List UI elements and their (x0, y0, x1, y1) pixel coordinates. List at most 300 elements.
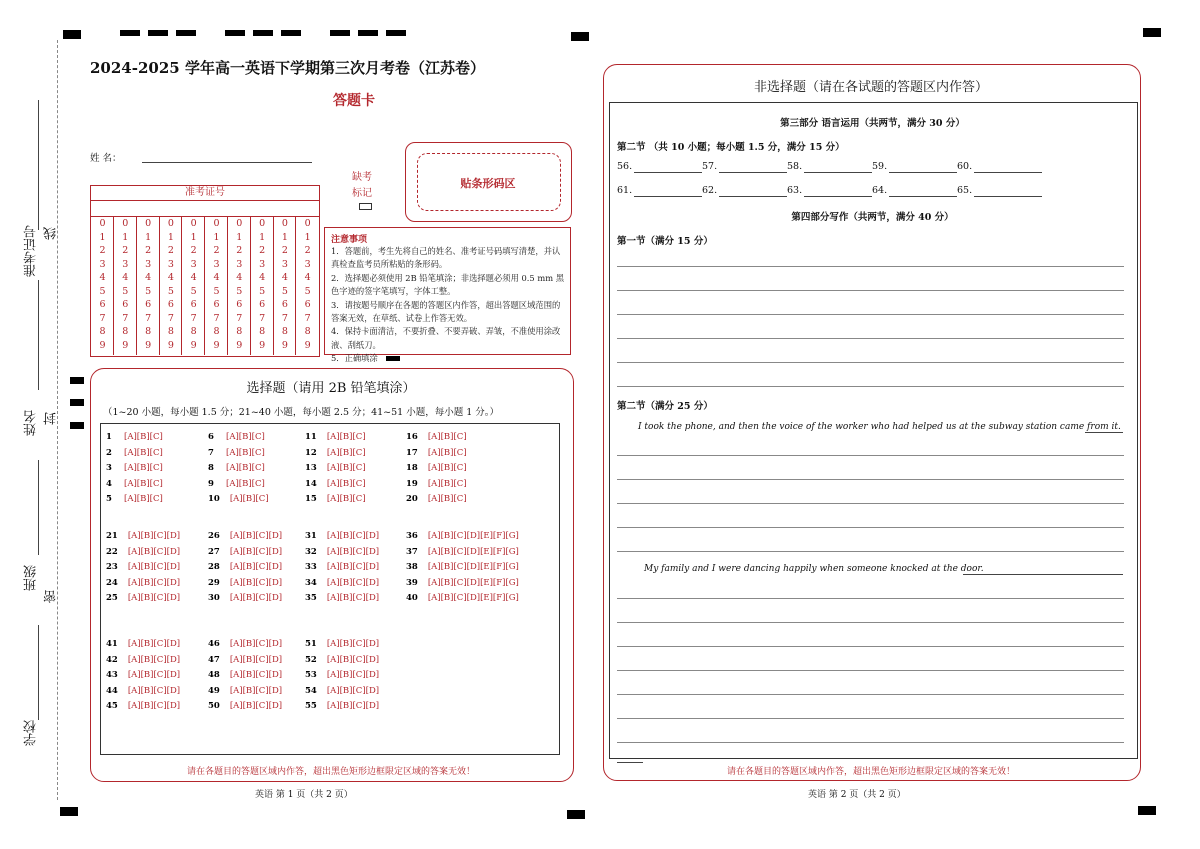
answer-options[interactable]: [A][B][C][D] (229, 593, 283, 603)
blank-line[interactable] (889, 161, 957, 173)
answer-options[interactable]: [A][B][C][D] (326, 670, 380, 680)
answer-options[interactable]: [A][B][C][D] (326, 654, 380, 665)
registration-mark (386, 30, 406, 36)
blank-item[interactable] (617, 161, 702, 173)
question-row[interactable] (106, 492, 163, 508)
exam-digit-option[interactable]: 3 (122, 258, 129, 270)
exam-digit-option[interactable]: 7 (167, 312, 174, 324)
registration-mark (567, 810, 585, 819)
exam-digit-option[interactable]: 6 (145, 299, 152, 310)
writing-line[interactable] (617, 266, 1124, 267)
writing-line[interactable] (617, 598, 1124, 599)
answer-options[interactable]: [A][B][C][D] (326, 577, 380, 588)
exam-digit-option[interactable]: 4 (213, 272, 220, 283)
exam-digit-option[interactable]: 6 (167, 299, 174, 310)
exam-digit-option[interactable]: 6 (236, 299, 243, 310)
nonchoice-title: 非选择题（请在各试题的答题区内作答） (753, 80, 988, 95)
writing-line[interactable] (617, 622, 1124, 623)
exam-digit-option[interactable]: 0 (281, 218, 288, 229)
part4-heading: 第四部分写作（共两节，满分 40 分） (791, 212, 954, 223)
answer-options[interactable]: [A][B][C][D] (127, 639, 181, 649)
exam-digit-option[interactable]: 2 (99, 245, 106, 256)
answer-options[interactable]: [A][B][C][D] (229, 562, 283, 572)
exam-digit-option[interactable]: 0 (145, 218, 152, 229)
question-row[interactable] (208, 461, 265, 477)
exam-digit-option[interactable]: 1 (190, 231, 197, 243)
exam-digit-option[interactable]: 9 (190, 339, 197, 351)
blank-number: 59. (872, 161, 888, 172)
exam-digit-column[interactable] (138, 217, 160, 355)
question-row[interactable] (106, 461, 163, 477)
exam-digit-option[interactable]: 6 (122, 299, 129, 310)
exam-digit-option[interactable]: 9 (304, 339, 311, 351)
question-row[interactable] (106, 653, 180, 669)
registration-mark (63, 30, 81, 39)
blank-number: 64. (872, 185, 888, 196)
question-row[interactable] (406, 529, 519, 545)
question-row[interactable] (305, 653, 379, 669)
blank-item[interactable] (702, 185, 787, 197)
exam-digit-option[interactable]: 1 (259, 231, 266, 243)
answer-options[interactable]: [A][B][C] (326, 494, 366, 504)
writing-line[interactable] (617, 670, 1124, 671)
blank-line[interactable] (634, 185, 702, 197)
question-row[interactable] (305, 529, 379, 545)
exam-digit-option[interactable]: 6 (213, 299, 220, 310)
exam-digit-option[interactable]: 1 (99, 231, 106, 243)
exam-digit-option[interactable]: 3 (236, 258, 243, 270)
exam-digit-option[interactable]: 8 (122, 326, 129, 337)
question-row[interactable] (208, 576, 282, 592)
question-row[interactable] (305, 446, 366, 462)
question-row[interactable] (406, 560, 519, 576)
exam-digit-option[interactable]: 0 (259, 218, 266, 229)
exam-digit-option[interactable]: 0 (99, 218, 106, 229)
exam-digit-option[interactable]: 4 (259, 272, 266, 283)
exam-digit-option[interactable]: 2 (145, 245, 152, 256)
answer-options[interactable]: [A][B][C][D] (127, 577, 181, 588)
question-row[interactable] (208, 699, 282, 715)
exam-digit-option[interactable]: 4 (304, 272, 311, 283)
question-row[interactable] (305, 430, 366, 446)
exam-digit-column[interactable] (274, 217, 296, 355)
writing-line[interactable] (617, 338, 1124, 339)
blank-item[interactable] (617, 185, 702, 197)
answer-options[interactable]: [A][B][C] (226, 478, 265, 489)
question-row[interactable] (208, 529, 282, 545)
answer-options[interactable]: [A][B][C][D] (127, 701, 181, 711)
registration-mark (176, 30, 196, 36)
exam-digit-option[interactable]: 5 (304, 285, 311, 297)
answer-options[interactable]: [A][B][C][D] (229, 531, 283, 541)
exam-digit-option[interactable]: 0 (236, 218, 243, 229)
writing-line[interactable] (617, 527, 1124, 528)
exam-digit-option[interactable]: 2 (122, 245, 129, 256)
exam-digit-option[interactable]: 3 (145, 258, 152, 270)
question-row[interactable] (305, 699, 379, 715)
question-row[interactable] (208, 492, 269, 508)
answer-options[interactable]: [A][B][C] (124, 478, 163, 489)
exam-digit-option[interactable]: 2 (304, 245, 311, 256)
question-row[interactable] (305, 461, 366, 477)
question-row[interactable] (406, 430, 467, 446)
continuation-para1: I took the phone, and then the voice of the worker who had helped us at the subway station came from it. (638, 422, 1121, 432)
question-row[interactable] (406, 591, 519, 607)
question-row[interactable] (208, 653, 282, 669)
question-row[interactable] (106, 576, 180, 592)
exam-digit-option[interactable]: 4 (145, 272, 152, 283)
answer-options[interactable]: [A][B][C] (124, 463, 163, 473)
blank-number: 58. (787, 161, 803, 172)
exam-digit-option[interactable]: 4 (236, 272, 243, 283)
question-row[interactable] (305, 668, 379, 684)
exam-digit-option[interactable]: 1 (167, 231, 174, 243)
question-number: 51 (305, 639, 317, 649)
exam-digit-option[interactable]: 8 (167, 326, 174, 337)
writing-line[interactable] (617, 479, 1124, 480)
exam-digit-option[interactable]: 7 (236, 312, 243, 324)
exam-digit-option[interactable]: 6 (281, 299, 288, 310)
answer-options[interactable]: [A][B][C][D] (127, 670, 181, 680)
exam-digit-option[interactable]: 8 (236, 326, 243, 337)
question-row[interactable] (305, 477, 366, 493)
question-number: 24 (106, 577, 118, 588)
question-row[interactable] (208, 637, 282, 653)
question-row[interactable] (305, 576, 379, 592)
blank-number: 63. (787, 185, 803, 196)
blank-item[interactable] (872, 161, 957, 173)
exam-digit-option[interactable]: 5 (281, 285, 288, 297)
exam-digit-option[interactable]: 5 (190, 285, 197, 297)
writing-line[interactable] (617, 362, 1124, 363)
exam-digit-option[interactable]: 6 (190, 299, 197, 310)
exam-digit-option[interactable]: 9 (122, 339, 129, 351)
exam-digit-option[interactable]: 9 (259, 339, 266, 351)
barcode-label: 贴条形码区 (460, 177, 516, 190)
answer-options[interactable]: [A][B][C][D] (229, 701, 283, 711)
exam-digit-option[interactable]: 8 (190, 326, 197, 337)
blank-number: 62. (702, 185, 718, 196)
blank-line[interactable] (634, 161, 702, 173)
blank-line[interactable] (974, 161, 1042, 173)
answer-options[interactable]: [A][B][C][D] (229, 654, 283, 665)
answer-options[interactable]: [A][B][C][D] (229, 670, 283, 680)
question-row[interactable] (406, 461, 467, 477)
answer-options[interactable]: [A][B][C][D][E][F][G] (427, 546, 519, 557)
exam-digit-option[interactable]: 9 (213, 339, 220, 351)
exam-digit-option[interactable]: 8 (145, 326, 152, 337)
answer-options[interactable]: [A][B][C][D] (326, 593, 380, 603)
writing-line[interactable] (617, 694, 1124, 695)
exam-digit-option[interactable]: 9 (236, 339, 243, 351)
blank-item[interactable] (787, 161, 872, 173)
question-number: 52 (305, 654, 317, 665)
answer-options[interactable]: [A][B][C][D] (326, 546, 380, 557)
answer-options[interactable]: [A][B][C][D] (229, 546, 283, 557)
exam-digit-column[interactable] (92, 217, 114, 355)
exam-digit-option[interactable]: 3 (167, 258, 174, 270)
question-row[interactable] (208, 591, 282, 607)
exam-digit-option[interactable]: 0 (304, 218, 311, 229)
question-row[interactable] (208, 477, 265, 493)
question-number: 39 (406, 577, 418, 588)
para2-blank[interactable] (963, 574, 1123, 575)
question-row[interactable] (305, 684, 379, 700)
answer-options[interactable]: [A][B][C] (427, 494, 467, 504)
answer-options[interactable]: [A][B][C] (124, 494, 163, 504)
question-row[interactable] (305, 637, 379, 653)
exam-digit-option[interactable]: 7 (145, 312, 152, 324)
writing-line[interactable] (617, 742, 1124, 743)
exam-digit-option[interactable]: 1 (281, 231, 288, 243)
exam-digit-option[interactable]: 9 (281, 339, 288, 351)
answer-options[interactable]: [A][B][C][D][E][F][G] (427, 593, 519, 603)
exam-digit-option[interactable]: 0 (167, 218, 174, 229)
blank-line[interactable] (804, 161, 872, 173)
writing-line[interactable] (617, 314, 1124, 315)
exam-digit-option[interactable]: 3 (281, 258, 288, 270)
question-row[interactable] (106, 684, 180, 700)
blank-item[interactable] (702, 161, 787, 173)
registration-mark (70, 422, 84, 429)
answer-options[interactable]: [A][B][C] (124, 447, 163, 458)
exam-digit-column[interactable] (115, 217, 137, 355)
notice-box (324, 227, 571, 364)
question-row[interactable] (208, 684, 282, 700)
question-number: 36 (406, 531, 418, 541)
choice-instruction: （1~20 小题，每小题 1.5 分；21~40 小题，每小题 2.5 分；41~51 小题，每小题 1 分。） (103, 407, 500, 418)
registration-mark (571, 32, 589, 41)
exam-digit-option[interactable]: 2 (190, 245, 197, 256)
exam-digit-option[interactable]: 8 (304, 326, 311, 337)
exam-digit-option[interactable]: 5 (122, 285, 129, 297)
notice-item: 4．保持卡面清洁，不要折叠、不要弄破、弄皱，不准使用涂改液、刮纸刀。 (331, 326, 561, 350)
exam-digit-option[interactable]: 3 (213, 258, 220, 270)
answer-options[interactable]: [A][B][C][D] (326, 701, 380, 711)
exam-digit-column[interactable] (160, 217, 182, 355)
exam-digit-option[interactable]: 7 (99, 312, 106, 324)
answer-options[interactable]: [A][B][C][D] (127, 562, 181, 572)
blank-line[interactable] (889, 185, 957, 197)
name-field[interactable] (142, 162, 312, 163)
exam-digit-option[interactable]: 5 (145, 285, 152, 297)
question-row[interactable] (208, 446, 265, 462)
answer-options[interactable]: [A][B][C] (427, 463, 467, 473)
exam-digit-option[interactable]: 4 (190, 272, 197, 283)
exam-digit-option[interactable]: 8 (213, 326, 220, 337)
exam-digit-option[interactable]: 4 (167, 272, 174, 283)
exam-digit-option[interactable]: 2 (213, 245, 220, 256)
exam-digit-option[interactable]: 7 (304, 312, 311, 324)
exam-digit-option[interactable]: 6 (99, 299, 106, 310)
answer-options[interactable]: [A][B][C][D][E][F][G] (427, 531, 519, 541)
exam-digit-option[interactable]: 8 (281, 326, 288, 337)
exam-digit-option[interactable]: 0 (122, 218, 129, 229)
exam-digit-column[interactable] (183, 217, 205, 355)
question-row[interactable] (106, 430, 163, 446)
question-number: 47 (208, 654, 220, 665)
answer-options[interactable]: [A][B][C][D] (229, 685, 283, 696)
exam-digit-option[interactable]: 4 (99, 272, 106, 283)
exam-digit-option[interactable]: 5 (259, 285, 266, 297)
answer-options[interactable]: [A][B][C][D] (127, 593, 181, 603)
exam-digit-option[interactable]: 6 (259, 299, 266, 310)
exam-digit-option[interactable]: 2 (236, 245, 243, 256)
exam-digit-option[interactable]: 7 (213, 312, 220, 324)
answer-options[interactable]: [A][B][C][D] (127, 654, 181, 665)
question-row[interactable] (106, 446, 163, 462)
exam-digit-option[interactable]: 7 (259, 312, 266, 324)
question-row[interactable] (106, 668, 180, 684)
exam-digit-option[interactable]: 5 (99, 285, 106, 297)
absent-mark-box[interactable] (359, 203, 372, 210)
question-row[interactable] (208, 668, 282, 684)
blank-item[interactable] (872, 185, 957, 197)
exam-digit-column[interactable] (252, 217, 274, 355)
answer-options[interactable]: [A][B][C] (326, 463, 366, 473)
exam-digit-option[interactable]: 1 (213, 231, 220, 243)
question-row[interactable] (106, 545, 180, 561)
question-number: 53 (305, 670, 317, 680)
answer-options[interactable]: [A][B][C][D] (326, 685, 380, 696)
answer-options[interactable]: [A][B][C] (226, 432, 265, 442)
question-number: 4 (106, 478, 112, 489)
exam-digit-option[interactable]: 3 (190, 258, 197, 270)
answer-options[interactable]: [A][B][C] (427, 478, 467, 489)
answer-options[interactable]: [A][B][C][D] (326, 531, 380, 541)
exam-digit-option[interactable]: 3 (304, 258, 311, 270)
answer-options[interactable]: [A][B][C] (427, 432, 467, 442)
registration-mark (1143, 28, 1161, 37)
exam-digit-option[interactable]: 9 (145, 339, 152, 351)
registration-mark (330, 30, 350, 36)
blank-item[interactable] (787, 185, 872, 197)
blank-line[interactable] (804, 185, 872, 197)
exam-digit-option[interactable]: 7 (122, 312, 129, 324)
blank-line[interactable] (974, 185, 1042, 197)
question-row[interactable] (106, 699, 180, 715)
exam-digit-option[interactable]: 2 (259, 245, 266, 256)
answer-options[interactable]: [A][B][C][D] (326, 562, 380, 572)
exam-digit-column[interactable] (297, 217, 318, 355)
writing-line[interactable] (617, 718, 1124, 719)
blank-item[interactable] (957, 161, 1042, 173)
question-row[interactable] (106, 637, 180, 653)
exam-digit-option[interactable]: 0 (213, 218, 220, 229)
question-row[interactable] (305, 591, 379, 607)
para1-blank[interactable] (1085, 432, 1123, 433)
exam-digit-option[interactable]: 3 (99, 258, 106, 270)
exam-digit-option[interactable]: 9 (167, 339, 174, 351)
exam-digit-option[interactable]: 6 (304, 299, 311, 310)
exam-digit-option[interactable]: 7 (190, 312, 197, 324)
answer-options[interactable]: [A][B][C][D] (229, 639, 283, 649)
question-row[interactable] (406, 477, 467, 493)
exam-digit-option[interactable]: 0 (190, 218, 197, 229)
writing-line[interactable] (617, 455, 1124, 456)
blank-item[interactable] (957, 185, 1042, 197)
writing-line[interactable] (617, 551, 1124, 552)
exam-digit-option[interactable]: 1 (304, 231, 311, 243)
answer-options[interactable]: [A][B][C][D] (127, 685, 181, 696)
exam-digit-option[interactable]: 2 (167, 245, 174, 256)
question-number: 34 (305, 577, 317, 588)
answer-options[interactable]: [A][B][C] (427, 447, 467, 458)
answer-options[interactable]: [A][B][C] (226, 447, 265, 458)
answer-options[interactable]: [A][B][C][D] (326, 639, 380, 649)
question-number: 14 (305, 478, 317, 489)
question-row[interactable] (305, 560, 379, 576)
question-row[interactable] (106, 529, 180, 545)
exam-digit-column[interactable] (206, 217, 228, 355)
answer-options[interactable]: [A][B][C][D] (127, 546, 181, 557)
exam-number-label: 准考证号 (24, 225, 39, 277)
question-row[interactable] (208, 545, 282, 561)
blank-line[interactable] (719, 185, 787, 197)
exam-digit-option[interactable]: 5 (213, 285, 220, 297)
exam-digit-option[interactable]: 5 (236, 285, 243, 297)
exam-digit-option[interactable]: 4 (122, 272, 129, 283)
exam-digit-option[interactable]: 1 (236, 231, 243, 243)
answer-options[interactable]: [A][B][C][D][E][F][G] (427, 577, 519, 588)
blank-number: 65. (957, 185, 973, 196)
answer-options[interactable]: [A][B][C] (326, 447, 366, 458)
question-row[interactable] (208, 430, 265, 446)
exam-digit-option[interactable]: 4 (281, 272, 288, 283)
exam-digit-option[interactable]: 9 (99, 339, 106, 351)
blank-line[interactable] (719, 161, 787, 173)
question-row[interactable] (406, 545, 519, 561)
question-row[interactable] (305, 545, 379, 561)
exam-digit-option[interactable]: 1 (122, 231, 129, 243)
answer-options[interactable]: [A][B][C] (326, 478, 366, 489)
registration-mark (1138, 806, 1156, 815)
registration-mark (148, 30, 168, 36)
answer-options[interactable]: [A][B][C] (229, 494, 269, 504)
question-number: 37 (406, 546, 418, 557)
writing-line[interactable] (617, 646, 1124, 647)
question-row[interactable] (305, 492, 366, 508)
binding-margin (18, 90, 58, 790)
question-row[interactable] (106, 477, 163, 493)
exam-digit-option[interactable]: 8 (259, 326, 266, 337)
exam-digit-option[interactable]: 8 (99, 326, 106, 337)
question-row[interactable] (406, 492, 467, 508)
question-row[interactable] (106, 591, 180, 607)
answer-options[interactable]: [A][B][C] (326, 432, 366, 442)
exam-digit-option[interactable]: 3 (259, 258, 266, 270)
question-row[interactable] (406, 576, 519, 592)
exam-digit-option[interactable]: 2 (281, 245, 288, 256)
exam-digit-option[interactable]: 1 (145, 231, 152, 243)
writing-line[interactable] (617, 290, 1124, 291)
question-number: 43 (106, 670, 118, 680)
answer-options[interactable]: [A][B][C] (226, 463, 265, 473)
question-row[interactable] (106, 560, 180, 576)
answer-options[interactable]: [A][B][C][D] (127, 531, 181, 541)
answer-options[interactable]: [A][B][C][D][E][F][G] (427, 562, 519, 572)
writing-line[interactable] (617, 503, 1124, 504)
answer-options[interactable]: [A][B][C][D] (229, 577, 283, 588)
question-row[interactable] (406, 446, 467, 462)
exam-digit-column[interactable] (229, 217, 251, 355)
exam-digit-option[interactable]: 7 (281, 312, 288, 324)
question-row[interactable] (208, 560, 282, 576)
answer-options[interactable]: [A][B][C] (124, 432, 163, 442)
warning-text-2: 请在各题目的答题区域内作答，超出黑色矩形边框限定区域的答案无效！ (726, 767, 1015, 777)
exam-digit-option[interactable]: 5 (167, 285, 174, 297)
writing-line[interactable] (617, 386, 1124, 387)
